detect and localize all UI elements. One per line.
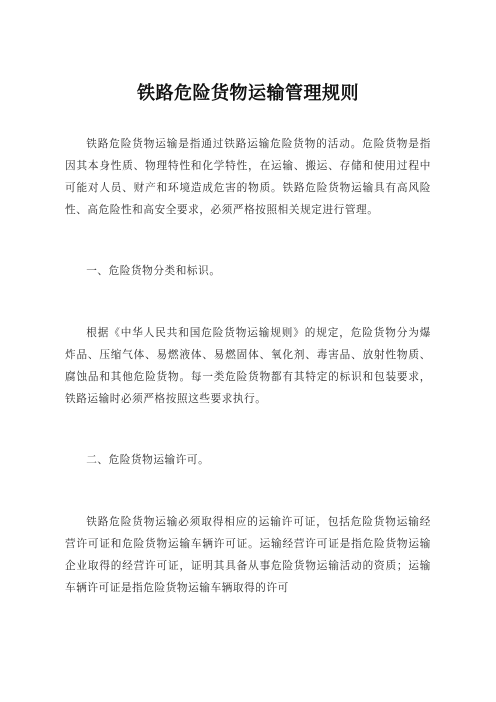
paragraph-spacer	[65, 471, 431, 511]
section-heading-permit: 二、危险货物运输许可。	[86, 454, 210, 466]
classification-paragraph: 根据《中华人民共和国危险货物运输规则》的规定，危险货物分为爆炸品、压缩气体、易燃液体、易燃固体、氧化剂、毒害品、放射性物质、腐蚀品和其他危险货物。每一类危险货物都有其特定的标识和包装要求，铁路运输时必须严格按照这些要求执行。	[65, 327, 431, 405]
paragraph-spacer	[65, 282, 431, 322]
section-heading-classification: 一、危险货物分类和标识。	[86, 265, 221, 277]
paragraph-spacer	[65, 221, 431, 260]
document-body	[65, 133, 431, 599]
page-title: 铁路危险货物运输管理规则	[137, 83, 359, 104]
permit-paragraph: 铁路危险货物运输必须取得相应的运输许可证，包括危险货物运输经营许可证和危险货物运输车辆许可证。运输经营许可证是指危险货物运输企业取得的经营许可证，证明其具备从事危险货物运输活动的资质；运输车辆许可证是指危险货物运输车辆取得的许可	[65, 516, 431, 594]
paragraph-spacer	[65, 410, 431, 449]
intro-paragraph: 铁路危险货物运输是指通过铁路运输危险货物的活动。危险货物是指因其本身性质、物理特性和化学特性，在运输、搬运、存储和使用过程中可能对人员、财产和环境造成危害的物质。铁路危险货物运输具有高风险性、高危险性和高安全要求，必须严格按照相关规定进行管理。	[65, 138, 431, 216]
